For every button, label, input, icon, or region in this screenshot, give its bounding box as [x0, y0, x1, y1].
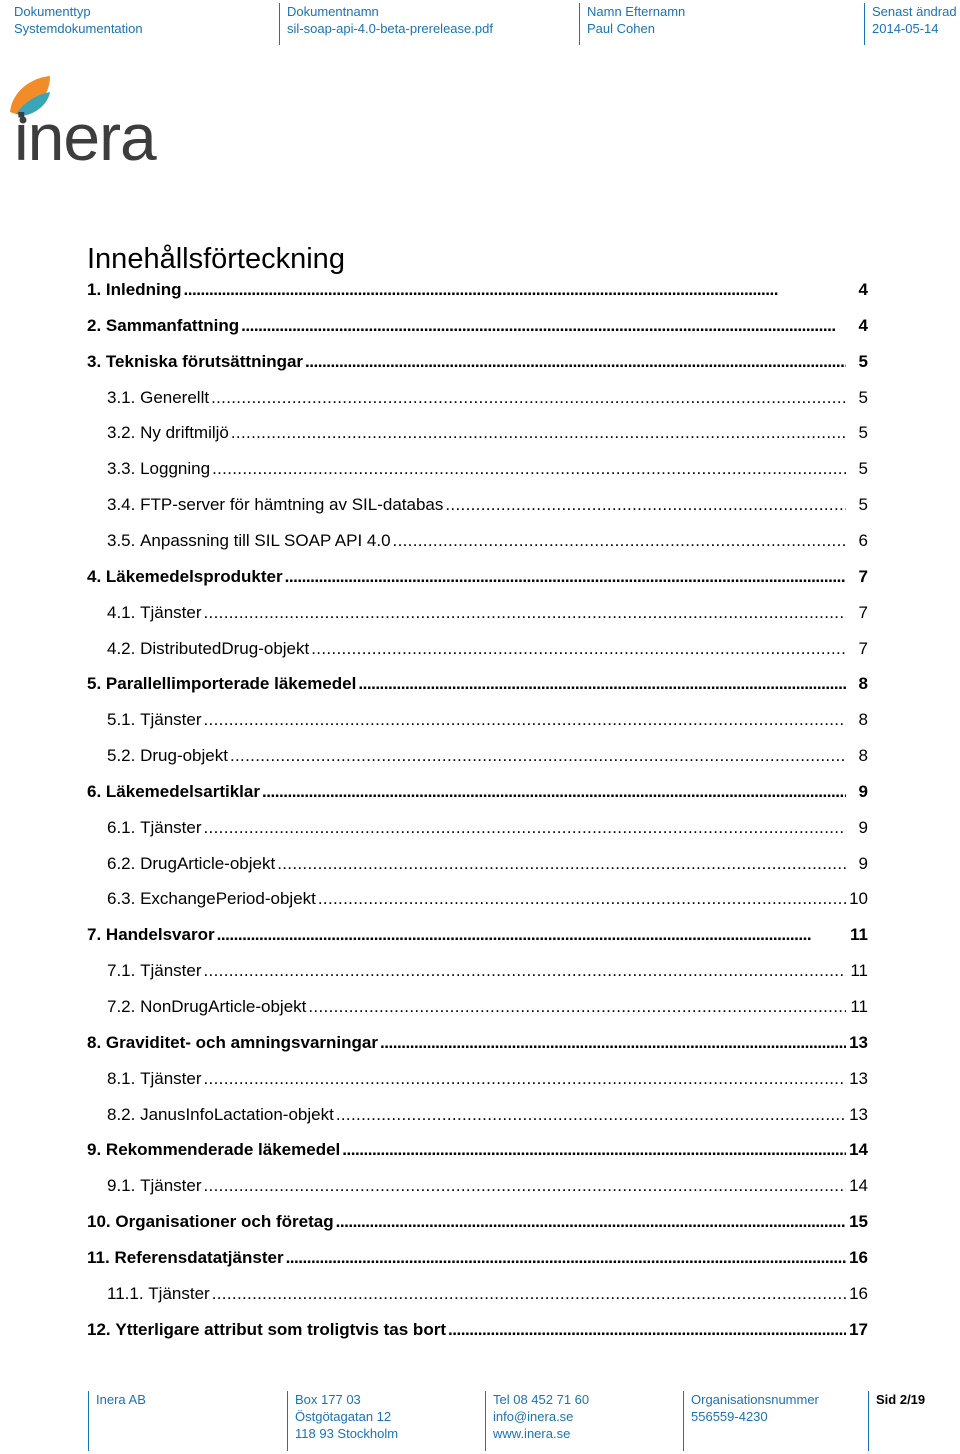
toc-entry-number: 4.: [87, 567, 102, 586]
toc-entry-page: 10: [849, 889, 868, 908]
footer-contact: [493, 1391, 589, 1449]
header-value: 2014-05-14: [872, 21, 939, 36]
toc-entry[interactable]: [107, 494, 868, 516]
toc-entry-title: Loggning: [140, 459, 211, 478]
toc-entry-number: 10.: [87, 1212, 111, 1231]
toc-entry-page: 16: [849, 1284, 868, 1303]
toc-entry-page: 8: [858, 674, 868, 693]
toc-entry-title: FTP-server för hämtning av SIL-databas: [140, 495, 444, 514]
toc-entry[interactable]: [87, 1032, 868, 1054]
toc-entry-number: 3.2.: [107, 423, 136, 442]
toc-entry-page: 7: [858, 567, 868, 586]
toc-entry-title: Tjänster: [140, 818, 202, 837]
header-value: Systemdokumentation: [14, 21, 143, 36]
toc-dot-leader: [231, 422, 846, 444]
toc-dot-leader: [285, 566, 846, 588]
toc-entry[interactable]: [87, 924, 868, 946]
header-last-modified: [872, 3, 957, 45]
toc-entry-page: 14: [849, 1140, 868, 1159]
toc-entry-title: Graviditet- och amningsvarningar: [105, 1033, 378, 1052]
header-label: Dokumenttyp: [14, 4, 91, 19]
toc-entry-number: 9.: [87, 1140, 102, 1159]
toc-entry[interactable]: [87, 279, 868, 301]
toc-dot-leader: [305, 351, 846, 373]
logo-wordmark: inera: [14, 100, 156, 174]
toc-entry[interactable]: [107, 458, 868, 480]
toc-dot-leader: [262, 781, 846, 803]
footer-company-name: Inera AB: [96, 1392, 146, 1407]
footer-address-line: Box 177 03: [295, 1392, 361, 1407]
toc-entry-page: 11: [850, 961, 868, 980]
toc-entry[interactable]: [107, 638, 868, 660]
toc-entry-number: 5.1.: [107, 710, 136, 729]
toc-entry-title: Drug-objekt: [140, 746, 228, 765]
toc-dot-leader: [336, 1211, 846, 1233]
toc-entry-title: Handelsvaror: [105, 925, 215, 944]
toc-entry-number: 6.2.: [107, 854, 136, 873]
toc-dot-leader: [204, 709, 846, 731]
page-number: Sid 2/19: [876, 1392, 926, 1407]
toc-dot-leader: [380, 1032, 846, 1054]
toc-entry-title: Tjänster: [140, 710, 202, 729]
toc-entry[interactable]: [107, 1068, 868, 1090]
toc-dot-leader: [241, 315, 846, 337]
footer-address-line: Östgötagatan 12: [295, 1409, 392, 1424]
toc-entry[interactable]: [107, 745, 868, 767]
toc-entry-number: 5.: [87, 674, 102, 693]
toc-dot-leader: [204, 1068, 846, 1090]
toc-entry-number: 9.1.: [107, 1176, 136, 1195]
toc-entry-page: 5: [858, 423, 868, 442]
toc-entry-number: 7.: [87, 925, 102, 944]
toc-entry[interactable]: [107, 960, 868, 982]
toc-entry-number: 1.: [87, 280, 102, 299]
toc-dot-leader: [393, 530, 846, 552]
toc-entry-page: 8: [858, 710, 868, 729]
toc-entry-page: 5: [858, 388, 868, 407]
toc-entry[interactable]: [87, 566, 868, 588]
toc-entry[interactable]: [107, 1283, 868, 1305]
toc-dot-leader: [318, 888, 846, 910]
toc-entry-number: 6.3.: [107, 889, 136, 908]
footer-divider: [868, 1391, 869, 1451]
footer-email: info@inera.se: [493, 1409, 574, 1424]
toc-entry-number: 4.2.: [107, 639, 136, 658]
header-value: sil-soap-api-4.0-beta-prerelease.pdf: [287, 21, 493, 36]
toc-entry-number: 5.2.: [107, 746, 136, 765]
footer-address-line: 118 93 Stockholm: [295, 1426, 399, 1441]
toc-dot-leader: [211, 387, 846, 409]
toc-dot-leader: [204, 960, 846, 982]
toc-entry-title: Organisationer och företag: [115, 1212, 334, 1231]
toc-dot-leader: [277, 853, 846, 875]
toc-entry-page: 7: [858, 639, 868, 658]
toc-entry-number: 7.2.: [107, 997, 136, 1016]
toc-entry-title: Läkemedelsprodukter: [105, 567, 283, 586]
footer-phone: Tel 08 452 71 60: [493, 1392, 590, 1407]
toc-entry-page: 5: [858, 459, 868, 478]
toc-entry[interactable]: [87, 351, 868, 373]
toc-dot-leader: [204, 1175, 846, 1197]
toc-entry[interactable]: [107, 996, 868, 1018]
header-divider: [579, 3, 580, 45]
toc-entry-number: 11.1.: [107, 1284, 144, 1303]
toc-dot-leader: [336, 1104, 846, 1126]
toc-entry-title: Tekniska förutsättningar: [105, 352, 304, 371]
toc-entry-number: 11.: [87, 1248, 110, 1267]
toc-entry[interactable]: [87, 1211, 868, 1233]
toc-dot-leader: [286, 1247, 846, 1269]
footer-divider: [88, 1391, 89, 1451]
toc-dot-leader: [217, 924, 846, 946]
toc-entry-page: 9: [858, 818, 868, 837]
toc-dot-leader: [230, 745, 846, 767]
footer-page-number: [876, 1391, 925, 1449]
header-divider: [864, 3, 865, 45]
toc-entry-page: 7: [858, 603, 868, 622]
page-header: [0, 0, 960, 46]
toc-dot-leader: [183, 279, 846, 301]
footer-org-label: Organisationsnummer: [691, 1392, 819, 1407]
toc-entry-number: 7.1.: [107, 961, 136, 980]
toc-entry-number: 3.4.: [107, 495, 136, 514]
toc-entry-title: ExchangePeriod-objekt: [140, 889, 316, 908]
toc-entry-title: Läkemedelsartiklar: [105, 782, 260, 801]
toc-dot-leader: [358, 673, 846, 695]
toc-entry-page: 5: [858, 495, 868, 514]
toc-title: Innehållsförteckning: [87, 243, 345, 275]
header-label: Senast ändrad: [872, 4, 957, 19]
toc-entry[interactable]: [107, 1175, 868, 1197]
toc-entry-page: 6: [858, 531, 868, 550]
toc-entry-page: 16: [849, 1248, 868, 1267]
toc-entry-number: 8.: [87, 1033, 102, 1052]
toc-dot-leader: [311, 638, 846, 660]
toc-entry-title: NonDrugArticle-objekt: [140, 997, 307, 1016]
toc-entry-title: Tjänster: [140, 603, 202, 622]
footer-org-number: 556559-4230: [691, 1409, 768, 1424]
toc-entry-title: Sammanfattning: [105, 316, 240, 335]
toc-entry-page: 17: [849, 1320, 868, 1339]
footer-org: [691, 1391, 819, 1449]
toc-entry-page: 11: [850, 997, 868, 1016]
toc-entry-page: 9: [858, 782, 868, 801]
toc-entry-title: JanusInfoLactation-objekt: [140, 1105, 334, 1124]
toc-entry[interactable]: [87, 781, 868, 803]
toc-entry-number: 3.1.: [107, 388, 136, 407]
toc-entry[interactable]: [107, 1104, 868, 1126]
toc-entry-title: Ny driftmiljö: [140, 423, 229, 442]
toc-entry[interactable]: [107, 602, 868, 624]
toc-dot-leader: [204, 602, 846, 624]
toc-entry-title: Generellt: [140, 388, 210, 407]
toc-entry-title: Anpassning till SIL SOAP API 4.0: [140, 531, 391, 550]
footer-address: [295, 1391, 398, 1449]
header-label: Dokumentnamn: [287, 4, 379, 19]
header-author: [587, 3, 685, 45]
toc-dot-leader: [308, 996, 846, 1018]
toc-entry-title: Parallellimporterade läkemedel: [105, 674, 357, 693]
toc-entry[interactable]: [107, 853, 868, 875]
footer-divider: [287, 1391, 288, 1451]
header-value: Paul Cohen: [587, 21, 655, 36]
toc-entry[interactable]: [87, 673, 868, 695]
toc-entry-number: 6.1.: [107, 818, 136, 837]
toc-entry[interactable]: [87, 315, 868, 337]
toc-entry-page: 5: [858, 352, 868, 371]
toc-entry-title: Inledning: [105, 280, 182, 299]
toc-entry-title: DrugArticle-objekt: [140, 854, 276, 873]
toc-entry-page: 9: [858, 854, 868, 873]
toc-entry-title: Tjänster: [148, 1284, 210, 1303]
toc-entry[interactable]: [107, 422, 868, 444]
header-label: Namn Efternamn: [587, 4, 686, 19]
footer-company: [96, 1391, 146, 1449]
toc-entry-number: 6.: [87, 782, 102, 801]
toc-dot-leader: [342, 1139, 846, 1161]
toc-dot-leader: [204, 817, 846, 839]
toc-entry-title: Tjänster: [140, 1176, 202, 1195]
toc-entry-page: 4: [858, 280, 868, 299]
toc-entry-page: 8: [858, 746, 868, 765]
toc-entry-page: 11: [850, 925, 868, 944]
toc-entry-title: Tjänster: [140, 1069, 202, 1088]
toc-entry-number: 12.: [87, 1320, 111, 1339]
footer-divider: [485, 1391, 486, 1451]
toc-entry-title: Ytterligare attribut som troligtvis tas bort: [115, 1320, 446, 1339]
toc-entry-number: 3.5.: [107, 531, 136, 550]
toc-dot-leader: [212, 1283, 846, 1305]
header-doc-name: [287, 3, 493, 45]
page-footer: [0, 1388, 960, 1448]
toc-entry-page: 13: [849, 1069, 868, 1088]
toc-entry[interactable]: [107, 387, 868, 409]
toc-entry-page: 13: [849, 1033, 868, 1052]
toc-entry-number: 8.1.: [107, 1069, 136, 1088]
header-divider: [279, 3, 280, 45]
toc-dot-leader: [212, 458, 846, 480]
toc-entry-title: Tjänster: [140, 961, 202, 980]
footer-divider: [683, 1391, 684, 1451]
toc-entry-number: 2.: [87, 316, 102, 335]
toc-entry[interactable]: [107, 530, 868, 552]
toc-entry[interactable]: [107, 888, 868, 910]
toc-entry-page: 15: [849, 1212, 868, 1231]
toc-entry[interactable]: [87, 1247, 868, 1269]
toc-entry-page: 14: [849, 1176, 868, 1195]
toc-entry[interactable]: [87, 1319, 868, 1341]
toc-entry-title: DistributedDrug-objekt: [140, 639, 310, 658]
toc-entry-page: 4: [858, 316, 868, 335]
toc-entry-title: Referensdatatjänster: [114, 1248, 284, 1267]
toc-entry[interactable]: [107, 709, 868, 731]
toc-entry[interactable]: [87, 1139, 868, 1161]
toc-dot-leader: [445, 494, 846, 516]
toc-dot-leader: [448, 1319, 846, 1341]
toc-entry-number: 4.1.: [107, 603, 136, 622]
toc-entry-number: 3.3.: [107, 459, 136, 478]
footer-website: www.inera.se: [493, 1426, 571, 1441]
toc-entry-number: 3.: [87, 352, 102, 371]
toc-entry[interactable]: [107, 817, 868, 839]
toc-entry-number: 8.2.: [107, 1105, 136, 1124]
toc-entry-page: 13: [849, 1105, 868, 1124]
toc-entry-title: Rekommenderade läkemedel: [105, 1140, 341, 1159]
header-doc-type: [14, 3, 143, 45]
